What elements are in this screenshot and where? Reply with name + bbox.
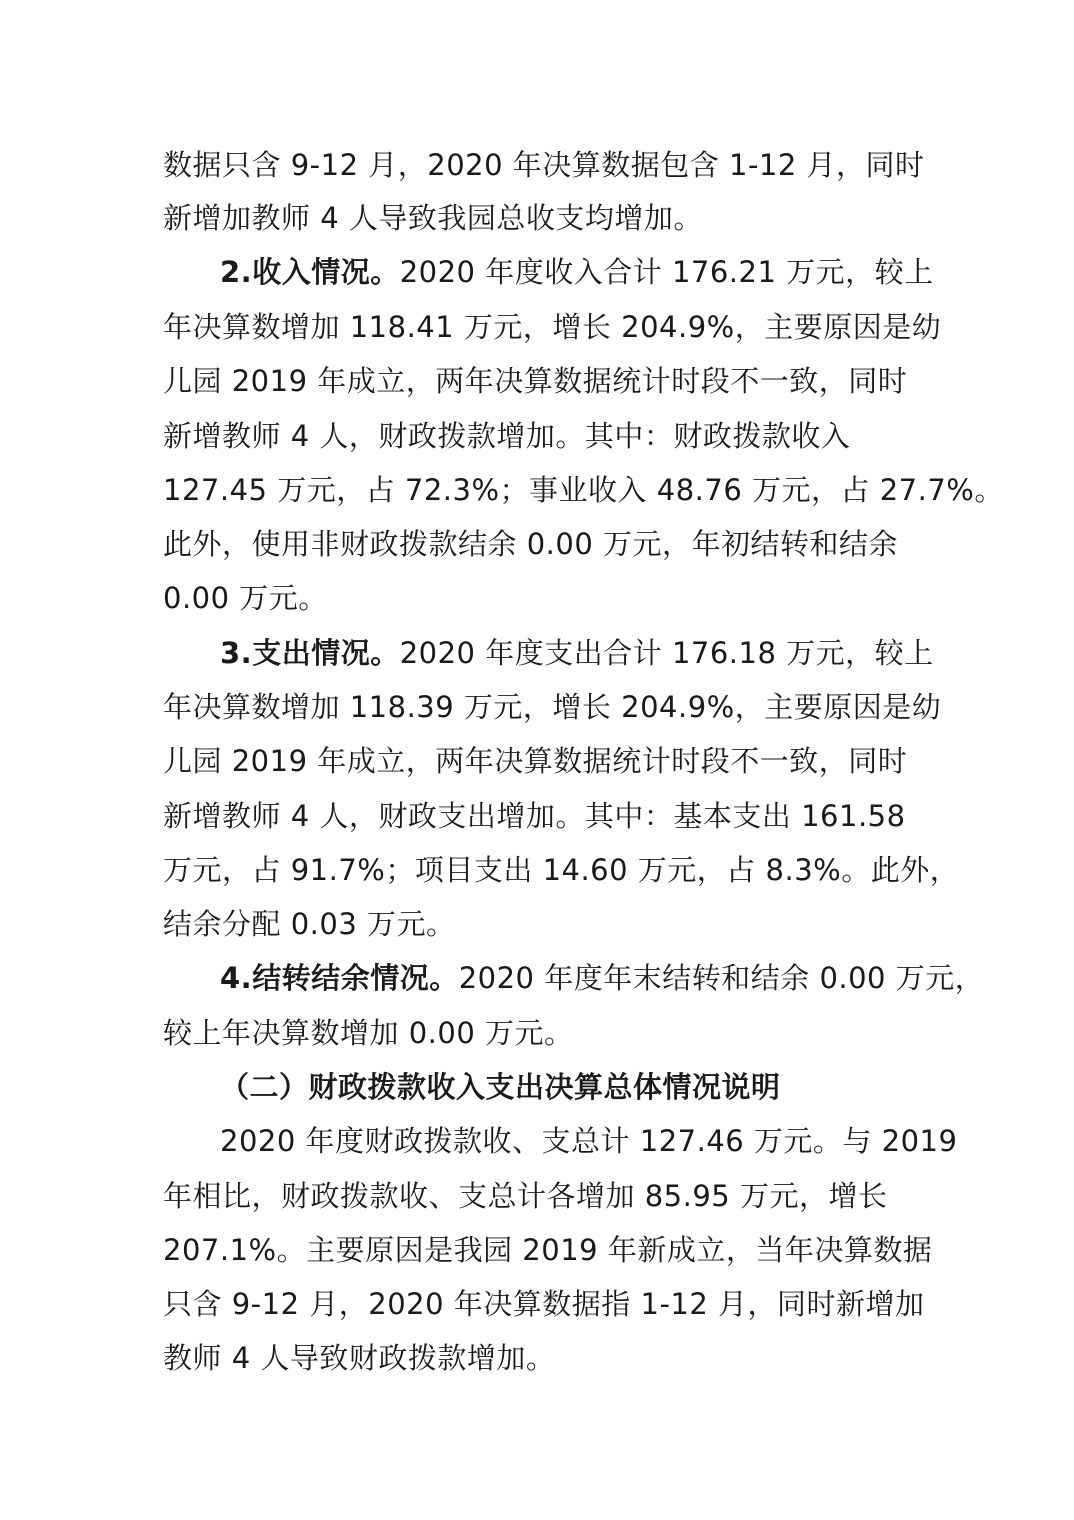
section-heading: （二）财政拨款收入支出决算总体情况说明 bbox=[220, 1070, 781, 1104]
paragraph-line: 2020 年度财政拨款收、支总计 127.46 万元。与 2019 bbox=[220, 1124, 958, 1158]
paragraph-line: 较上年决算数增加 0.00 万元。 bbox=[163, 1016, 574, 1050]
paragraph-line: 此外，使用非财政拨款结余 0.00 万元，年初结转和结余 bbox=[163, 527, 899, 561]
paragraph-line: 儿园 2019 年成立，两年决算数据统计时段不一致，同时 bbox=[163, 364, 908, 398]
paragraph-text: 2020 年度年末结转和结余 0.00 万元， bbox=[458, 961, 985, 995]
paragraph-line: 新增教师 4 人，财政支出增加。其中：基本支出 161.58 bbox=[163, 799, 906, 833]
paragraph-line: 结余分配 0.03 万元。 bbox=[163, 907, 456, 941]
paragraph-line: 年决算数增加 118.39 万元，增长 204.9%，主要原因是幼 bbox=[163, 690, 942, 724]
income-heading: 2.收入情况。 bbox=[220, 255, 400, 289]
paragraph-line: 新增加教师 4 人导致我园总收支均增加。 bbox=[163, 201, 703, 235]
paragraph-line: 数据只含 9-12 月，2020 年决算数据包含 1-12 月，同时 bbox=[163, 148, 925, 182]
paragraph-text: 2020 年度收入合计 176.21 万元，较上 bbox=[399, 255, 934, 289]
carryover-paragraph-first-line bbox=[220, 958, 984, 998]
paragraph-line: 新增教师 4 人，财政拨款增加。其中：财政拨款收入 bbox=[163, 419, 851, 453]
paragraph-line: 只含 9-12 月，2020 年决算数据指 1-12 月，同时新增加 bbox=[163, 1287, 925, 1321]
carryover-heading: 4.结转结余情况。 bbox=[220, 961, 459, 995]
paragraph-line: 年相比，财政拨款收、支总计各增加 85.95 万元，增长 bbox=[163, 1179, 888, 1213]
expense-heading: 3.支出情况。 bbox=[220, 636, 400, 670]
paragraph-line: 教师 4 人导致财政拨款增加。 bbox=[163, 1341, 556, 1375]
paragraph-line: 127.45 万元，占 72.3%；事业收入 48.76 万元，占 27.7%。 bbox=[163, 473, 1004, 507]
expense-paragraph-first-line bbox=[220, 633, 934, 673]
paragraph-line: 年决算数增加 118.41 万元，增长 204.9%，主要原因是幼 bbox=[163, 310, 942, 344]
paragraph-line: 万元，占 91.7%；项目支出 14.60 万元，占 8.3%。此外， bbox=[163, 853, 960, 887]
paragraph-line: 207.1%。主要原因是我园 2019 年新成立，当年决算数据 bbox=[163, 1233, 933, 1267]
paragraph-line: 0.00 万元。 bbox=[163, 581, 328, 615]
paragraph-line: 儿园 2019 年成立，两年决算数据统计时段不一致，同时 bbox=[163, 744, 908, 778]
paragraph-text: 2020 年度支出合计 176.18 万元，较上 bbox=[399, 636, 934, 670]
income-paragraph-first-line bbox=[220, 252, 934, 292]
